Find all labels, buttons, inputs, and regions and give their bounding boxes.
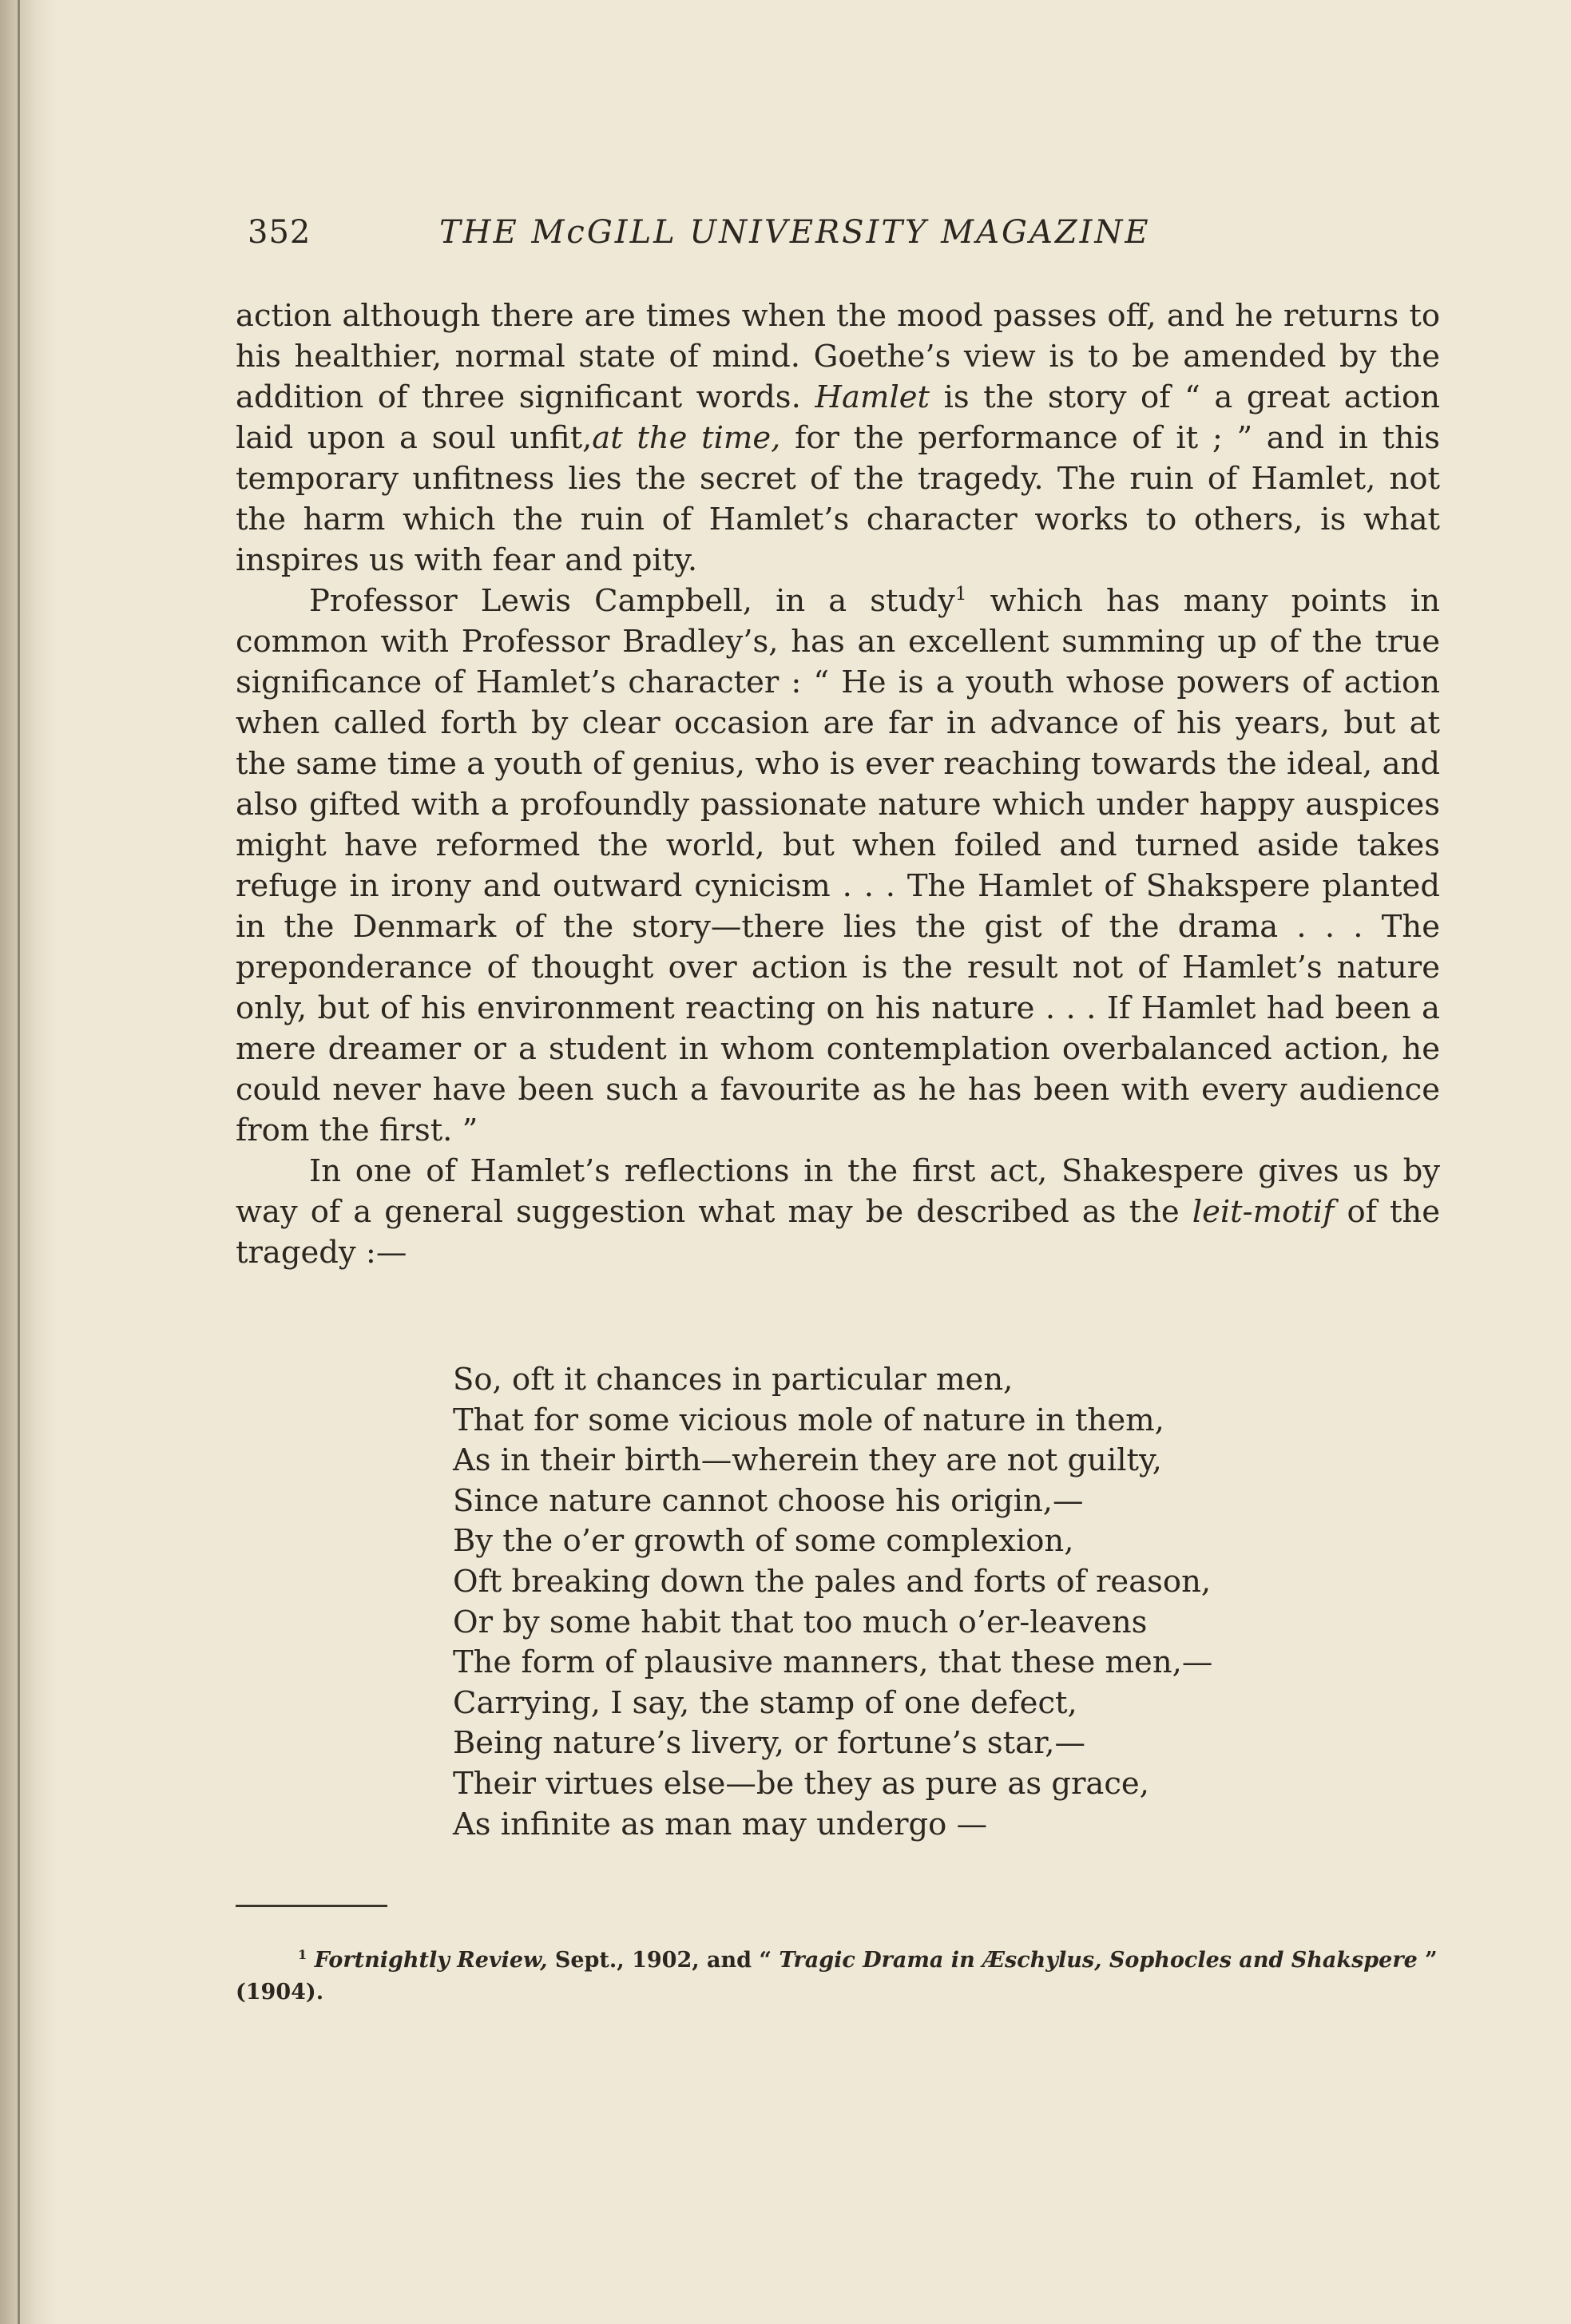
verse-line: Being nature’s livery, or fortune’s star,—: [453, 1725, 1086, 1762]
verse-line: So, oft it chances in particular men,: [453, 1362, 1014, 1398]
footnote-journal: Fortnightly Review,: [314, 1948, 548, 1973]
verse-line: As in their birth—wherein they are not guilty,: [453, 1442, 1162, 1479]
p1-text-c: is the story of “ a great action laid upon a soul unfit,: [236, 379, 1441, 456]
p3-text-a: In one of Hamlet’s reflections in the first act, Shakespere gives us by way of a general suggestion what may be described as the: [236, 1153, 1440, 1230]
page-binding-shadow: [0, 0, 56, 2324]
p2-text-a: Professor Lewis Campbell, in a study: [309, 583, 955, 619]
verse-line: As infinite as man may undergo —: [453, 1806, 988, 1842]
footnote-divider: [236, 1905, 387, 1907]
p1-italic-at-the-time: at the time,: [592, 420, 781, 456]
footnote-line-2: (1904).: [236, 1980, 324, 2005]
footnote-reference: 1: [954, 584, 967, 605]
verse-quotation: [453, 1360, 1331, 1845]
running-title: THE McGILL UNIVERSITY MAGAZINE: [439, 214, 1151, 251]
verse-line: Oft breaking down the pales and forts of reason,: [453, 1563, 1212, 1600]
verse-line: Since nature cannot choose his origin,—: [453, 1482, 1084, 1519]
verse-line: The form of plausive manners, that these men,—: [453, 1644, 1213, 1681]
paragraph-2: [236, 581, 1440, 1151]
footnote-marker: 1: [298, 1947, 307, 1962]
p3-italic-leit-motif: leit-motif: [1192, 1194, 1335, 1230]
footnote-text-d: ”: [1417, 1948, 1438, 1973]
p1-text-a: action although there are times when the mood passes off, and he returns to his healthier, normal state of mind. Goethe’s view is to be amended by the addition of three significant words.: [236, 298, 1440, 415]
page-number: 352: [248, 214, 311, 251]
verse-line: Or by some habit that too much o’er-leavens: [453, 1604, 1148, 1640]
footnote: [236, 1945, 1442, 2009]
footnote-book-title: Tragic Drama in Æschylus, Sophocles and Shakspere: [779, 1948, 1418, 1973]
p1-italic-hamlet: Hamlet: [815, 379, 930, 415]
body-text: [236, 295, 1440, 1273]
verse-line: Their virtues else—be they as pure as grace,: [453, 1765, 1149, 1802]
verse-line: Carrying, I say, the stamp of one defect,: [453, 1684, 1077, 1721]
binding-edge: [18, 0, 20, 2324]
p2-text-b: which has many points in common with Professor Bradley’s, has an excellent summing up of the true significance of Hamlet’s character : “ He is a youth whose powers of action when called forth by clear occasion are far in advance of his years, but at the same time a youth of genius, who is ever reaching towards the ideal, and also gifted with a profoundly passionate nature which under happy auspices might have reformed the world, but when foiled and turned aside takes refuge in irony and outward cynicism . . . The Hamlet of Shakspere planted in the Denmark of the story—there lies the gist of the drama . . . The preponderance of thought over action is the result not of Hamlet’s nature only, but of his environment reacting on his nature . . . If Hamlet had been a mere dreamer or a student in whom contemplation overbalanced action, he could never have been such a favourite as he has been with every audience from the first. ”: [236, 583, 1440, 1148]
verse-line: By the o’er growth of some complexion,: [453, 1523, 1074, 1560]
paragraph-3: [236, 1151, 1440, 1273]
verse-line: That for some vicious mole of nature in them,: [453, 1402, 1164, 1438]
paragraph-1: [236, 295, 1440, 581]
running-header: [248, 214, 1226, 262]
p3-text-c: of the tragedy :—: [236, 1194, 1440, 1271]
p1-text-e: for the performance of it ; ” and in this temporary unfitness lies the secret of the tragedy. The ruin of Hamlet, not the harm which the ruin of Hamlet’s character works to others, is what inspires us with fear and pity.: [236, 420, 1440, 578]
footnote-line-1: [236, 1945, 1442, 1977]
footnote-text-b: Sept., 1902, and “: [547, 1948, 780, 1973]
